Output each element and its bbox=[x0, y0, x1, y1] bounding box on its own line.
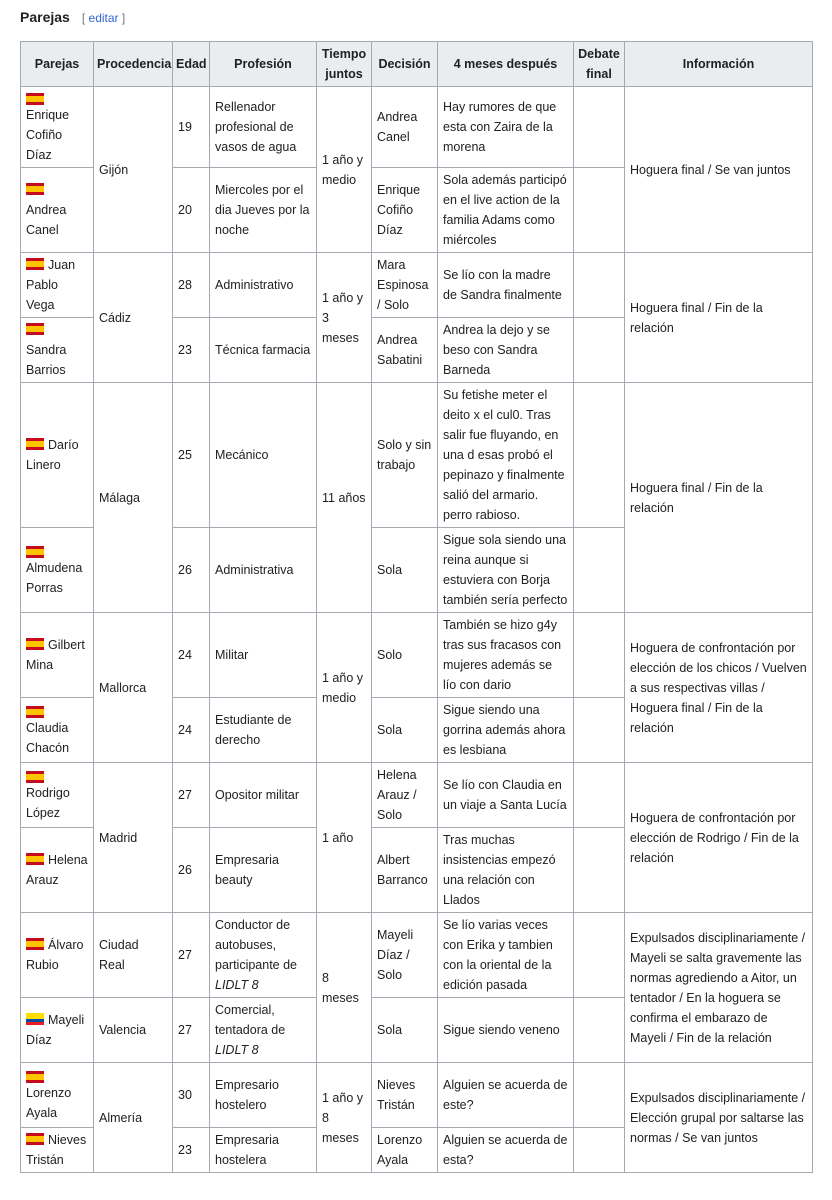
debate-cell bbox=[574, 168, 625, 253]
time-cell: 11 años bbox=[317, 383, 372, 613]
table-row bbox=[21, 1063, 813, 1128]
header-info: Información bbox=[625, 42, 813, 87]
origin-cell: Mallorca bbox=[94, 613, 173, 763]
table-row bbox=[21, 383, 813, 528]
participant-cell bbox=[21, 763, 94, 828]
after-cell: Alguien se acuerda de esta? bbox=[438, 1128, 574, 1173]
participant-cell bbox=[21, 913, 94, 998]
debate-cell bbox=[574, 763, 625, 828]
profession-cell: Técnica farmacia bbox=[210, 318, 317, 383]
after-cell: Sola además participó en el live action de la familia Adams como miércoles bbox=[438, 168, 574, 253]
edit-link[interactable]: editar bbox=[88, 11, 119, 25]
participant-cell bbox=[21, 253, 94, 318]
after-cell: Se lío con Claudia en un viaje a Santa Lucía bbox=[438, 763, 574, 828]
time-cell: 1 año y medio bbox=[317, 613, 372, 763]
edit-section: [ editar ] bbox=[81, 11, 126, 25]
info-cell: Expulsados disciplinariamente / Elección grupal por saltarse las normas / Se van juntos bbox=[625, 1063, 813, 1173]
profession-cell: Empresaria beauty bbox=[210, 828, 317, 913]
decision-cell: Mara Espinosa / Solo bbox=[372, 253, 438, 318]
origin-cell: Valencia bbox=[94, 998, 173, 1063]
debate-cell bbox=[574, 698, 625, 763]
participant-name: Juan Pablo Vega bbox=[26, 258, 76, 312]
participant-name: Nieves Tristán bbox=[26, 1133, 87, 1167]
profession-cell: Rellenador profesional de vasos de agua bbox=[210, 87, 317, 168]
age-cell: 25 bbox=[173, 383, 210, 528]
table-row bbox=[21, 253, 813, 318]
age-cell: 27 bbox=[173, 763, 210, 828]
info-cell: Hoguera final / Se van juntos bbox=[625, 87, 813, 253]
age-cell: 24 bbox=[173, 613, 210, 698]
decision-cell: Andrea Canel bbox=[372, 87, 438, 168]
after-cell: Su fetishe meter el deito x el cul0. Tras salir fue fluyando, en una d esas probó el pepinazo y finalmente salió del armario. perro rabioso. bbox=[438, 383, 574, 528]
age-cell: 27 bbox=[173, 998, 210, 1063]
spain-flag-icon bbox=[26, 1133, 44, 1145]
decision-cell: Enrique Cofiño Díaz bbox=[372, 168, 438, 253]
profession-cell: Administrativa bbox=[210, 528, 317, 613]
decision-cell: Solo y sin trabajo bbox=[372, 383, 438, 528]
info-cell: Hoguera final / Fin de la relación bbox=[625, 253, 813, 383]
participant-cell bbox=[21, 698, 94, 763]
after-cell: También se hizo g4y tras sus fracasos con mujeres además se lío con dario bbox=[438, 613, 574, 698]
after-cell: Andrea la dejo y se beso con Sandra Barneda bbox=[438, 318, 574, 383]
header-procedencia: Procedencia bbox=[94, 42, 173, 87]
after-cell: Tras muchas insistencias empezó una relación con Llados bbox=[438, 828, 574, 913]
debate-cell bbox=[574, 318, 625, 383]
table-row bbox=[21, 613, 813, 698]
info-cell: Hoguera de confrontación por elección de Rodrigo / Fin de la relación bbox=[625, 763, 813, 913]
ecuador-flag-icon bbox=[26, 1013, 44, 1025]
after-cell: Sigue siendo veneno bbox=[438, 998, 574, 1063]
debate-cell bbox=[574, 1128, 625, 1173]
header-profesion: Profesión bbox=[210, 42, 317, 87]
info-cell: Hoguera final / Fin de la relación bbox=[625, 383, 813, 613]
participant-name: Andrea Canel bbox=[26, 203, 67, 237]
time-cell: 1 año y medio bbox=[317, 87, 372, 253]
decision-cell: Helena Arauz / Solo bbox=[372, 763, 438, 828]
spain-flag-icon bbox=[26, 853, 44, 865]
header-tiempo: Tiempo juntos bbox=[317, 42, 372, 87]
decision-cell: Andrea Sabatini bbox=[372, 318, 438, 383]
decision-cell: Mayeli Díaz / Solo bbox=[372, 913, 438, 998]
participant-name: Enrique Cofiño Díaz bbox=[26, 107, 70, 162]
after-cell: Hay rumores de que esta con Zaira de la morena bbox=[438, 87, 574, 168]
header-row bbox=[21, 42, 813, 87]
profession-cell: Empresaria hostelera bbox=[210, 1128, 317, 1173]
debate-cell bbox=[574, 253, 625, 318]
participant-name: Álvaro Rubio bbox=[26, 938, 84, 972]
age-cell: 28 bbox=[173, 253, 210, 318]
participant-name: Gilbert Mina bbox=[26, 638, 85, 672]
profession-cell: Conductor de autobuses, participante de LIDLT 8 bbox=[210, 913, 317, 998]
profession-cell: Estudiante de derecho bbox=[210, 698, 317, 763]
header-parejas: Parejas bbox=[21, 42, 94, 87]
section-title: Parejas bbox=[20, 9, 70, 25]
age-cell: 23 bbox=[173, 1128, 210, 1173]
age-cell: 23 bbox=[173, 318, 210, 383]
section-heading bbox=[20, 9, 812, 31]
spain-flag-icon bbox=[26, 1071, 44, 1083]
profession-cell: Empresario hostelero bbox=[210, 1063, 317, 1128]
participant-cell bbox=[21, 998, 94, 1063]
participant-name: Sandra Barrios bbox=[26, 343, 67, 377]
participant-name: Lorenzo Ayala bbox=[26, 1085, 72, 1120]
spain-flag-icon bbox=[26, 438, 44, 450]
spain-flag-icon bbox=[26, 258, 44, 270]
profession-cell: Opositor militar bbox=[210, 763, 317, 828]
debate-cell bbox=[574, 1063, 625, 1128]
participant-cell bbox=[21, 828, 94, 913]
origin-cell: Málaga bbox=[94, 383, 173, 613]
age-cell: 26 bbox=[173, 528, 210, 613]
spain-flag-icon bbox=[26, 938, 44, 950]
after-cell: Se lío con la madre de Sandra finalmente bbox=[438, 253, 574, 318]
after-cell: Alguien se acuerda de este? bbox=[438, 1063, 574, 1128]
header-edad: Edad bbox=[173, 42, 210, 87]
after-cell: Se lío varias veces con Erika y tambien con la oriental de la edición pasada bbox=[438, 913, 574, 998]
decision-cell: Lorenzo Ayala bbox=[372, 1128, 438, 1173]
origin-cell: Almería bbox=[94, 1063, 173, 1173]
debate-cell bbox=[574, 528, 625, 613]
debate-cell bbox=[574, 828, 625, 913]
participant-name: Almudena Porras bbox=[26, 560, 83, 595]
age-cell: 30 bbox=[173, 1063, 210, 1128]
age-cell: 24 bbox=[173, 698, 210, 763]
profession-cell: Mecánico bbox=[210, 383, 317, 528]
participant-cell bbox=[21, 528, 94, 613]
participant-cell bbox=[21, 383, 94, 528]
spain-flag-icon bbox=[26, 638, 44, 650]
debate-cell bbox=[574, 613, 625, 698]
profession-cell: Militar bbox=[210, 613, 317, 698]
spain-flag-icon bbox=[26, 93, 44, 105]
info-cell: Expulsados disciplinariamente / Mayeli se salta gravemente las normas agrediendo a Aitor, un tentador / En la hoguera se confirma el embarazo de Mayeli / Fin de la relación bbox=[625, 913, 813, 1063]
age-cell: 20 bbox=[173, 168, 210, 253]
participant-cell bbox=[21, 1063, 94, 1128]
decision-cell: Albert Barranco bbox=[372, 828, 438, 913]
header-debate: Debate final bbox=[574, 42, 625, 87]
decision-cell: Nieves Tristán bbox=[372, 1063, 438, 1128]
debate-cell bbox=[574, 383, 625, 528]
debate-cell bbox=[574, 998, 625, 1063]
age-cell: 19 bbox=[173, 87, 210, 168]
participant-cell bbox=[21, 613, 94, 698]
spain-flag-icon bbox=[26, 183, 44, 195]
info-cell: Hoguera de confrontación por elección de los chicos / Vuelven a sus respectivas villas / Hoguera final / Fin de la relación bbox=[625, 613, 813, 763]
time-cell: 1 año bbox=[317, 763, 372, 913]
spain-flag-icon bbox=[26, 323, 44, 335]
time-cell: 1 año y 8 meses bbox=[317, 1063, 372, 1173]
age-cell: 27 bbox=[173, 913, 210, 998]
header-despues: 4 meses después bbox=[438, 42, 574, 87]
profession-cell: Administrativo bbox=[210, 253, 317, 318]
time-cell: 8 meses bbox=[317, 913, 372, 1063]
couples-table bbox=[20, 41, 813, 1173]
participant-name: Claudia Chacón bbox=[26, 720, 70, 755]
spain-flag-icon bbox=[26, 546, 44, 558]
spain-flag-icon bbox=[26, 771, 44, 783]
after-cell: Sigue sola siendo una reina aunque si estuviera con Borja también sería perfecto bbox=[438, 528, 574, 613]
origin-cell: Madrid bbox=[94, 763, 173, 913]
debate-cell bbox=[574, 87, 625, 168]
edition-italic: LIDLT 8 bbox=[215, 978, 259, 992]
participant-cell bbox=[21, 87, 94, 168]
table-row bbox=[21, 763, 813, 828]
participant-name: Darío Linero bbox=[26, 438, 79, 472]
edition-italic: LIDLT 8 bbox=[215, 1043, 259, 1057]
decision-cell: Solo bbox=[372, 613, 438, 698]
participant-cell bbox=[21, 318, 94, 383]
origin-cell: Gijón bbox=[94, 87, 173, 253]
decision-cell: Sola bbox=[372, 698, 438, 763]
decision-cell: Sola bbox=[372, 528, 438, 613]
spain-flag-icon bbox=[26, 706, 44, 718]
debate-cell bbox=[574, 913, 625, 998]
age-cell: 26 bbox=[173, 828, 210, 913]
origin-cell: Cádiz bbox=[94, 253, 173, 383]
participant-cell bbox=[21, 1128, 94, 1173]
profession-cell: Comercial, tentadora de LIDLT 8 bbox=[210, 998, 317, 1063]
time-cell: 1 año y 3 meses bbox=[317, 253, 372, 383]
header-decision: Decisión bbox=[372, 42, 438, 87]
profession-cell: Miercoles por el dia Jueves por la noche bbox=[210, 168, 317, 253]
table-row bbox=[21, 913, 813, 998]
participant-cell bbox=[21, 168, 94, 253]
participant-name: Mayeli Díaz bbox=[26, 1013, 85, 1047]
after-cell: Sigue siendo una gorrina además ahora es lesbiana bbox=[438, 698, 574, 763]
origin-cell: Ciudad Real bbox=[94, 913, 173, 998]
table-row bbox=[21, 87, 813, 168]
participant-name: Helena Arauz bbox=[26, 853, 88, 887]
participant-name: Rodrigo López bbox=[26, 785, 70, 820]
decision-cell: Sola bbox=[372, 998, 438, 1063]
